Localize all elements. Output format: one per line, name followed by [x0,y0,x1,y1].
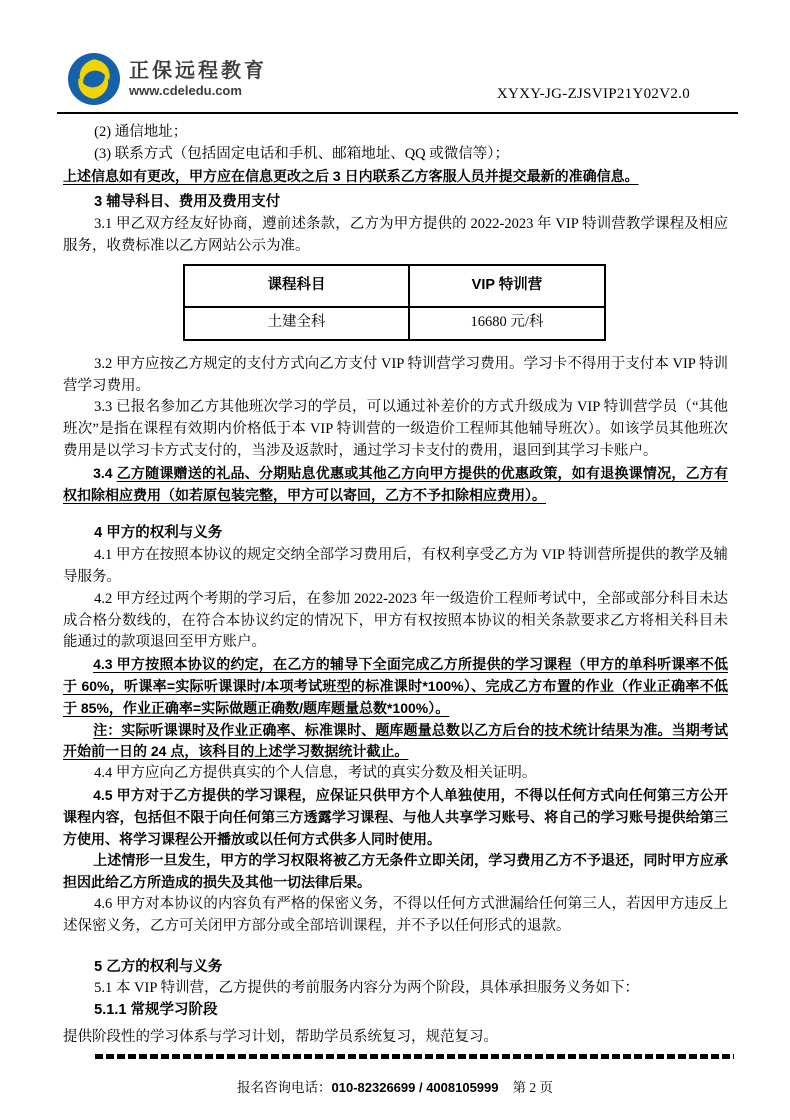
paragraph-text: 4.3 甲方按照本协议的约定，在乙方的辅导下全面完成乙方所提供的学习课程（甲方的单科听课率不低于 60%，听课率=实际听课课时/本项考试班型的标准课时*100%）、完成乙方布置的作业（作业正确率不低于 85%，作业正确率=实际做题正确数/题库题量总数*100%）。 [63,656,728,716]
section-heading [63,957,728,979]
paragraph-text: 3 辅导科目、费用及费用支付 [94,194,281,211]
footer-page-number: 第 2 页 [512,1080,553,1095]
paragraph-text: 4.1 甲方在按照本协议的规定交纳全部学习费用后，有权利享受乙方为 VIP 特训营所提供的教学及辅导服务。 [63,547,728,585]
paragraph-text: (3) 联系方式（包括固定电话和手机、邮箱地址、QQ 或微信等）； [94,145,510,162]
paragraph-text: (2) 通信地址； [94,124,188,140]
table-cell: 土建全科 [184,307,409,340]
footer-contact-label: 报名咨询电话： [237,1080,332,1095]
table-header-row [184,265,605,307]
clause-number: 3.4 [93,464,117,481]
page-footer [0,1076,790,1096]
paragraph [63,144,728,166]
paragraph-text: 3.2 甲方应按乙方规定的支付方式向乙方支付 VIP 特训营学习费用。学习卡不得用于支付本 VIP 特训营学习费用。 [63,355,728,394]
paragraph [63,654,728,719]
table-header-cell: VIP 特训营 [409,265,605,307]
paragraph [63,894,728,938]
section-heading [63,523,728,545]
paragraph [63,397,728,462]
paragraph-text: 提供阶段性的学习体系与学习计划，帮助学员系统复习，规范复习。 [63,1028,498,1045]
paragraph [63,166,728,188]
header-divider [57,112,738,114]
paragraph [63,850,728,894]
paragraph [63,720,728,764]
table-row [184,307,605,340]
paragraph [63,463,728,507]
paragraph-text: 4.2 甲方经过两个考期的学习后，在参加 2022-2023 年一级造价工程师考试中，全部或部分科目未达成合格分数线的，在符合本协议约定的情况下，甲方有权按照本协议的相关条款要求乙方将相关科目未能通过的款项退回至甲方账户。 [63,590,728,651]
table-cell: 16680 元/科 [409,307,605,340]
paragraph [63,122,728,144]
brand-website: www.cdeledu.com [129,83,242,98]
paragraph-text: 4 甲方的权利与义务 [94,525,223,542]
paragraph [63,545,728,589]
paragraph [63,214,728,258]
document-body [63,122,728,1049]
paragraph-text: 3.3 已报名参加乙方其他班次学习的学员，可以通过补差价的方式升级成为 VIP 特训营学员（“其他班次”是指在课程有效期内价格低于本 VIP 特训营的一级造价工程师其他辅导班次）。如该学员其他班次费用是以学习卡方式支付的，当涉及返款时，通过学习卡支付的费用，退回到其学习卡账户。 [63,399,728,459]
paragraph [63,354,728,398]
paragraph-text: 上述情形一旦发生，甲方的学习权限将被乙方无条件立即关闭，学习费用乙方不予退还，同时甲方应承担因此给乙方所造成的损失及其他一切法律后果。 [63,852,728,891]
page-header [68,53,728,107]
paragraph-text: 上述信息如有更改，甲方应在信息更改之后 3 日内联系乙方客服人员并提交最新的准确信息。 [63,167,639,184]
paragraph-text: 5.1 本 VIP 特训营，乙方提供的考前服务内容分为两个阶段，具体承担服务义务如下： [94,980,639,997]
paragraph-text: 4.5 甲方对于乙方提供的学习课程，应保证只供甲方个人单独使用，不得以任何方式向任何第三方公开课程内容，包括但不限于向任何第三方透露学习课程、与他人共享学习账号、将自己的学习账号提供给第三方使用、将学习课程公开播放或以任何方式供多人同时使用。 [63,786,728,847]
section-heading [63,192,728,214]
paragraph-text: 注：实际听课课时及作业正确率、标准课时、题库题量总数以乙方后台的技术统计结果为准。当期考试开始前一日的 24 点，该科目的上述学习数据统计截止。 [63,721,728,760]
footer-divider [95,1054,734,1059]
paragraph [63,763,728,785]
logo-swirl-icon [68,53,120,105]
document-code: XYXY-JG-ZJSVIP21Y02V2.0 [496,86,690,102]
paragraph-text: 5.1.1 常规学习阶段 [94,1002,218,1019]
table-header-cell: 课程科目 [184,265,409,307]
section-heading [63,1000,728,1022]
paragraph-text: 4.4 甲方应向乙方提供真实的个人信息，考试的真实分数及相关证明。 [94,765,537,782]
paragraph-text: 乙方随课赠送的礼品、分期贴息优惠或其他乙方向甲方提供的优惠政策，如有退换课情况，乙方有权扣除相应费用（如若原包装完整，甲方可以寄回，乙方不予扣除相应费用）。 [63,464,728,503]
pricing-table [183,264,606,341]
paragraph-text: 3.1 甲乙双方经友好协商，遵前述条款，乙方为甲方提供的 2022-2023 年 VIP 特训营教学课程及相应服务，收费标准以乙方网站公示为准。 [63,216,728,254]
paragraph [63,1027,728,1049]
logo-text [129,59,267,99]
paragraph [63,589,728,654]
brand-name: 正保远程教育 [129,60,267,82]
paragraph [63,978,728,1000]
paragraph-text: 4.6 甲方对本协议的内容负有严格的保密义务，不得以任何方式泄漏给任何第三人，若因甲方违反上述保密义务，乙方可关闭甲方部分或全部培训课程，并不予以任何形式的退款。 [63,895,728,934]
footer-phone-numbers: 010-82326699 / 4008105999 [331,1080,499,1095]
paragraph-text: 5 乙方的权利与义务 [94,958,223,975]
paragraph [63,785,728,850]
